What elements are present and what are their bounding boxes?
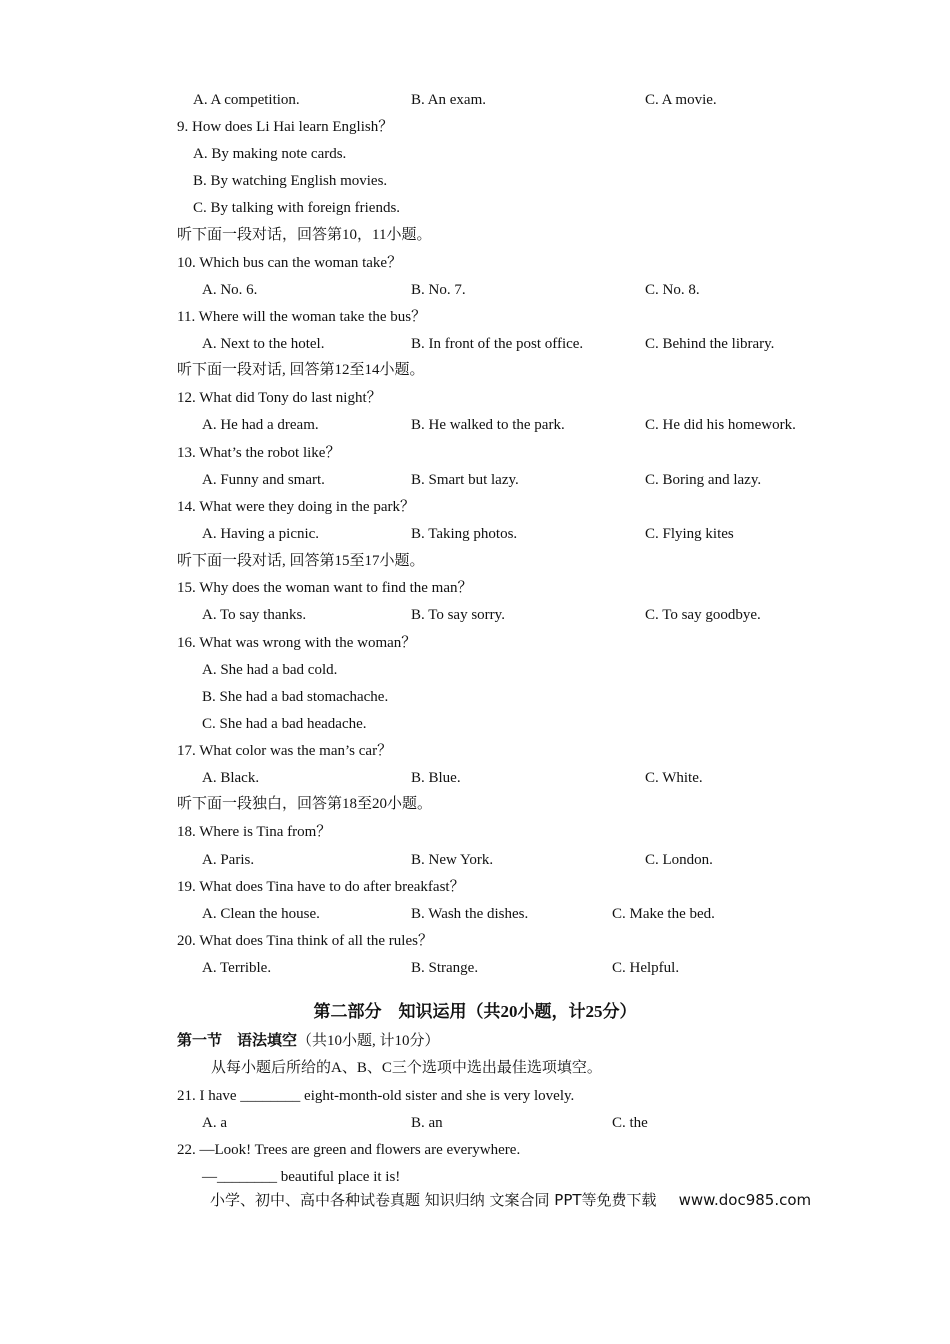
q12-option-a: A. He had a dream. xyxy=(202,417,319,433)
footer-text: 小学、初中、高中各种试卷真题 知识归纳 文案合同 PPT等免费下载 xyxy=(210,1191,657,1209)
q10-option-c: C. No. 8. xyxy=(645,282,700,298)
q21-option-c: C. the xyxy=(612,1115,648,1131)
q9-option-c: C. By talking with foreign friends. xyxy=(193,200,401,216)
instruction-18-20: 听下面一段独白，回答第18至20小题。 xyxy=(177,796,433,812)
instruction-12-14: 听下面一段对话, 回答第12至14小题。 xyxy=(177,362,425,378)
q12-option-c: C. He did his homework. xyxy=(645,417,796,433)
q18-option-b: B. New York. xyxy=(411,852,494,868)
q16-stem: 16. What was wrong with the woman？ xyxy=(177,635,417,651)
q11-option-a: A. Next to the hotel. xyxy=(202,336,325,352)
instruction-10-11: 听下面一段对话，回答第10，11小题。 xyxy=(177,227,432,243)
q20-stem: 20. What does Tina think of all the rules？ xyxy=(177,933,433,949)
q19-option-a: A. Clean the house. xyxy=(202,906,320,922)
q13-option-b: B. Smart but lazy. xyxy=(411,472,519,488)
q12-option-b: B. He walked to the park. xyxy=(411,417,565,433)
q15-option-b: B. To say sorry. xyxy=(411,607,505,623)
q19-option-c: C. Make the bed. xyxy=(612,906,715,922)
section1-instruction: 从每小题后所给的A、B、C三个选项中选出最佳选项填空。 xyxy=(211,1060,602,1076)
q19-stem: 19. What does Tina have to do after breakfast？ xyxy=(177,879,465,895)
q18-option-c: C. London. xyxy=(645,852,713,868)
q11-option-b: B. In front of the post office. xyxy=(411,336,584,352)
q12-stem: 12. What did Tony do last night？ xyxy=(177,390,382,406)
q9-option-a: A. By making note cards. xyxy=(193,146,347,162)
q10-option-b: B. No. 7. xyxy=(411,282,466,298)
q17-option-b: B. Blue. xyxy=(411,770,461,786)
q18-option-a: A. Paris. xyxy=(202,852,255,868)
q20-option-c: C. Helpful. xyxy=(612,960,680,976)
footer xyxy=(210,1190,811,1210)
instruction-15-17: 听下面一段对话, 回答第15至17小题。 xyxy=(177,553,425,569)
q8-option-b: B. An exam. xyxy=(411,92,486,108)
q21-option-a: A. a xyxy=(202,1115,227,1131)
q14-stem: 14. What were they doing in the park？ xyxy=(177,499,415,515)
q9-option-b: B. By watching English movies. xyxy=(193,173,388,189)
q11-stem: 11. Where will the woman take the bus？ xyxy=(177,309,427,325)
q10-option-a: A. No. 6. xyxy=(202,282,258,298)
q11-option-c: C. Behind the library. xyxy=(645,336,775,352)
q14-option-a: A. Having a picnic. xyxy=(202,526,320,542)
section1-title xyxy=(177,1031,440,1051)
q13-stem: 13. What’s the robot like？ xyxy=(177,445,341,461)
q16-option-c: C. She had a bad headache. xyxy=(202,716,367,732)
q15-stem: 15. Why does the woman want to find the man？ xyxy=(177,580,473,596)
q10-stem: 10. Which bus can the woman take？ xyxy=(177,255,403,271)
q8-option-c: C. A movie. xyxy=(645,92,717,108)
q22-reply: —________ beautiful place it is! xyxy=(202,1169,401,1185)
q13-option-a: A. Funny and smart. xyxy=(202,472,325,488)
q18-stem: 18. Where is Tina from？ xyxy=(177,824,332,840)
q20-option-a: A. Terrible. xyxy=(202,960,272,976)
q17-option-a: A. Black. xyxy=(202,770,260,786)
section1-title-rest: （共10小题, 计10分） xyxy=(297,1033,440,1049)
q20-option-b: B. Strange. xyxy=(411,960,479,976)
q17-stem: 17. What color was the man’s car？ xyxy=(177,743,393,759)
part2-title: 第二部分 知识运用（共20小题，计25分） xyxy=(313,1002,637,1021)
q15-option-a: A. To say thanks. xyxy=(202,607,307,623)
q17-option-c: C. White. xyxy=(645,770,703,786)
q21-stem: 21. I have ________ eight-month-old sister and she is very lovely. xyxy=(177,1088,575,1104)
q9-stem: 9. How does Li Hai learn English？ xyxy=(177,119,394,135)
q19-option-b: B. Wash the dishes. xyxy=(411,906,529,922)
q16-option-a: A. She had a bad cold. xyxy=(202,662,338,678)
q21-option-b: B. an xyxy=(411,1115,443,1131)
q15-option-c: C. To say goodbye. xyxy=(645,607,761,623)
q16-option-b: B. She had a bad stomachache. xyxy=(202,689,389,705)
q14-option-b: B. Taking photos. xyxy=(411,526,518,542)
q22-stem: 22. —Look! Trees are green and flowers are everywhere. xyxy=(177,1142,521,1158)
q14-option-c: C. Flying kites xyxy=(645,526,734,542)
section1-title-bold: 第一节 语法填空 xyxy=(177,1033,298,1049)
q13-option-c: C. Boring and lazy. xyxy=(645,472,762,488)
footer-url[interactable]: www.doc985.com xyxy=(678,1191,812,1209)
q8-option-a: A. A competition. xyxy=(193,92,300,108)
